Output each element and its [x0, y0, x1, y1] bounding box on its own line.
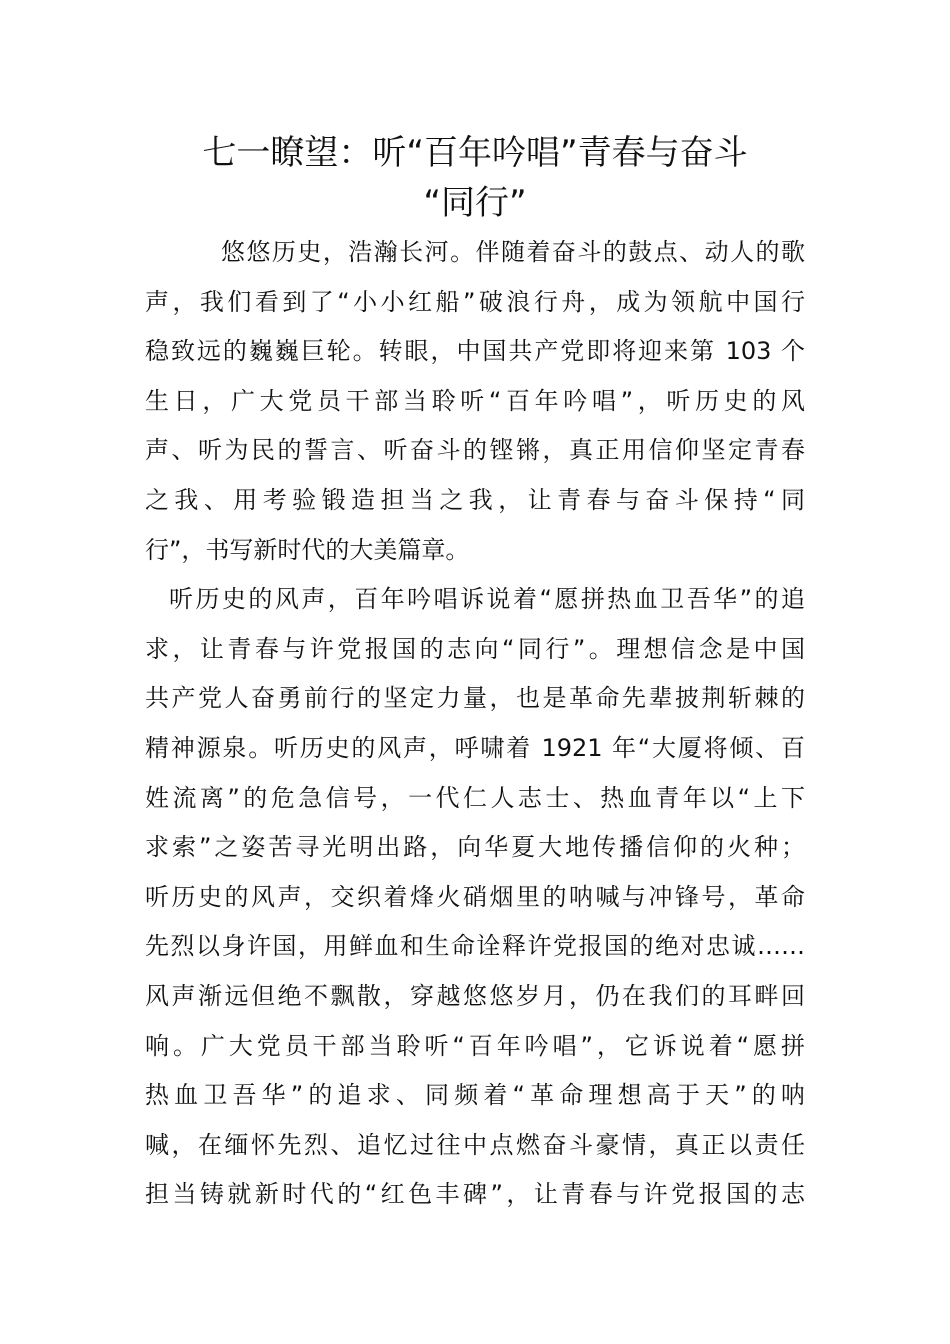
text-line: 之我、用考验锻造担当之我，让青春与奋斗保持“同 — [145, 485, 805, 514]
title-line-2: “同行” — [423, 183, 527, 223]
text-line: 听历史的风声，百年吟唱诉说着“愿拼热血卫吾华”的追 — [169, 585, 805, 614]
text-line: 生日，广大党员干部当聆听“百年吟唱”，听历史的风 — [145, 386, 805, 415]
text-line: 共产党人奋勇前行的坚定力量，也是革命先辈披荆斩棘的 — [145, 684, 805, 713]
title-line-1: 七一瞭望：听“百年吟唱”青春与奋斗 — [202, 133, 748, 173]
text-line: 声、听为民的誓言、听奋斗的铿锵，真正用信仰坚定青春 — [145, 436, 805, 465]
text-line: 热血卫吾华”的追求、同频着“革命理想高于天”的呐 — [145, 1081, 805, 1110]
paragraph-1 — [145, 228, 805, 575]
text-line: 响。广大党员干部当聆听“百年吟唱”，它诉说着“愿拼 — [145, 1031, 805, 1060]
text-line: 求，让青春与许党报国的志向“同行”。理想信念是中国 — [145, 634, 805, 663]
text-line: 稳致远的巍巍巨轮。转眼，中国共产党即将迎来第 103 个 — [145, 337, 805, 366]
text-line: 听历史的风声，交织着烽火硝烟里的呐喊与冲锋号，革命 — [145, 882, 805, 911]
document-title — [160, 128, 790, 228]
paragraph-2 — [145, 575, 805, 1220]
text-line: 行”，书写新时代的大美篇章。 — [145, 535, 470, 564]
text-line: 求索”之姿苦寻光明出路，向华夏大地传播信仰的火种； — [145, 833, 805, 862]
text-line: 精神源泉。听历史的风声，呼啸着 1921 年“大厦将倾、百 — [145, 733, 805, 762]
text-line: 担当铸就新时代的“红色丰碑”，让青春与许党报国的志 — [145, 1180, 805, 1209]
text-line: 风声渐远但绝不飘散，穿越悠悠岁月，仍在我们的耳畔回 — [145, 981, 805, 1010]
text-line: 先烈以身许国，用鲜血和生命诠释许党报国的绝对忠诚…… — [145, 932, 805, 961]
document-body — [145, 228, 805, 1220]
text-line: 喊，在缅怀先烈、追忆过往中点燃奋斗豪情，真正以责任 — [145, 1130, 805, 1159]
text-line: 声，我们看到了“小小红船”破浪行舟，成为领航中国行 — [145, 287, 805, 316]
text-line: 姓流离”的危急信号，一代仁人志士、热血青年以“上下 — [145, 783, 805, 812]
text-line: 悠悠历史，浩瀚长河。伴随着奋斗的鼓点、动人的歌 — [221, 238, 805, 266]
